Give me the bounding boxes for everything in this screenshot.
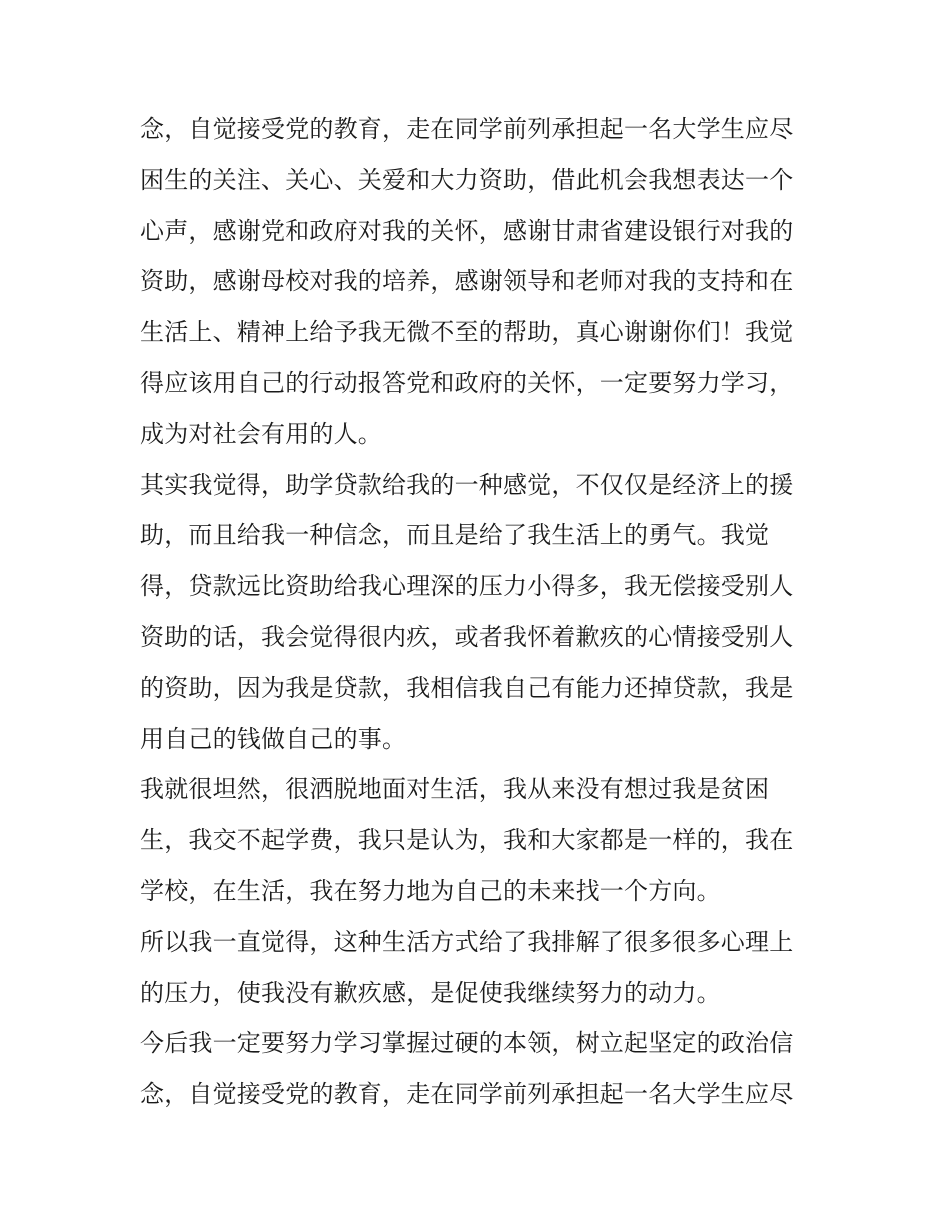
text-line: 今后我一定要努力学习掌握过硬的本领，树立起坚定的政治信 [140, 1029, 794, 1058]
text-line: 助，而且给我一种信念，而且是给了我生活上的勇气。我觉 [140, 521, 770, 550]
text-line: 生，我交不起学费，我只是认为，我和大家都是一样的，我在 [140, 826, 794, 855]
text-line: 用自己的钱做自己的事。 [140, 724, 407, 753]
text-line: 我就很坦然，很洒脱地面对生活，我从来没有想过我是贫困 [140, 775, 770, 804]
text-line: 困生的关注、关心、关爱和大力资助，借此机会我想表达一个 [140, 165, 794, 194]
text-line: 念，自觉接受党的教育，走在同学前列承担起一名大学生应尽 [140, 115, 794, 143]
text-line: 资助，感谢母校对我的培养，感谢领导和老师对我的支持和在 [140, 267, 794, 296]
document-body [140, 104, 820, 1120]
text-line: 念，自觉接受党的教育，走在同学前列承担起一名大学生应尽 [140, 1080, 794, 1109]
text-line: 学校，在生活，我在努力地为自己的未来找一个方向。 [140, 876, 721, 905]
text-line: 的压力，使我没有歉疚感，是促使我继续努力的动力。 [140, 978, 721, 1007]
text-line: 得，贷款远比资助给我心理深的压力小得多，我无偿接受别人 [140, 572, 794, 601]
text-line: 资助的话，我会觉得很内疚，或者我怀着歉疚的心情接受别人 [140, 622, 794, 651]
text-line: 成为对社会有用的人。 [140, 419, 382, 448]
text-line: 心声，感谢党和政府对我的关怀，感谢甘肃省建设银行对我的 [140, 216, 794, 245]
text-line: 所以我一直觉得，这种生活方式给了我排解了很多很多心理上 [140, 927, 794, 956]
text-line: 的资助，因为我是贷款，我相信我自己有能力还掉贷款，我是 [140, 673, 794, 702]
text-line: 生活上、精神上给予我无微不至的帮助，真心谢谢你们！我觉 [140, 318, 794, 347]
text-line: 其实我觉得，助学贷款给我的一种感觉，不仅仅是经济上的援 [140, 470, 794, 499]
text-line: 得应该用自己的行动报答党和政府的关怀，一定要努力学习， [140, 368, 794, 397]
